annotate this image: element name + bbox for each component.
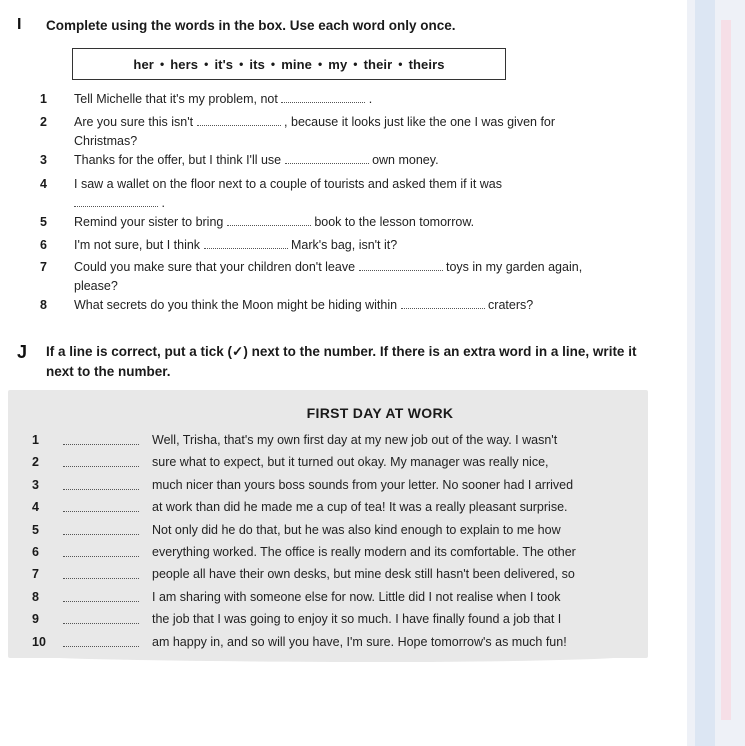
question-number: 2 [40, 115, 47, 129]
answer-blank[interactable] [197, 114, 281, 126]
question-fragment: toys in my garden again, [442, 260, 583, 274]
question-fragment: Are you sure this isn't [74, 115, 197, 129]
answer-blank[interactable] [359, 259, 443, 271]
line-text: Not only did he do that, but he was also kind enough to explain to me how [152, 522, 561, 537]
line-number: 2 [32, 455, 39, 470]
word-separator: • [159, 57, 165, 71]
line-answer-blank[interactable] [63, 431, 139, 445]
answer-blank[interactable] [204, 237, 288, 249]
line-answer-blank[interactable] [63, 543, 139, 557]
question-fragment: I'm not sure, but I think [74, 238, 204, 252]
line-number: 4 [32, 500, 39, 515]
exercise-i-marker: I [17, 16, 22, 33]
line-answer-blank[interactable] [63, 476, 139, 490]
question-number: 6 [40, 238, 47, 252]
line-answer-blank[interactable] [63, 453, 139, 467]
question-fragment: Mark's bag, isn't it? [287, 238, 398, 252]
question-text [74, 151, 634, 169]
question-fragment: own money. [368, 153, 439, 167]
line-text: the job that I was going to enjoy it so much. I have finally found a job that I [152, 612, 562, 627]
line-text: am happy in, and so will you have, I'm sure. Hope tomorrow's as much fun! [152, 634, 567, 649]
line-answer-blank[interactable] [63, 588, 139, 602]
question-fragment: book to the lesson tomorrow. [310, 215, 475, 229]
word-separator: • [353, 57, 358, 71]
word-separator: • [204, 57, 209, 71]
word-box-word: her [133, 56, 154, 72]
line-answer-blank[interactable] [63, 610, 139, 624]
line-answer-blank[interactable] [63, 521, 139, 535]
line-text: much nicer than yours boss sounds from your letter. No sooner had I arrived [152, 477, 574, 492]
word-box-word: hers [170, 56, 199, 72]
line-number: 9 [32, 612, 39, 627]
question-fragment: I saw a wallet on the floor next to a couple of tourists and asked them if it was [74, 177, 503, 191]
question-text [74, 213, 634, 231]
question-text [74, 194, 634, 212]
question-fragment: . [365, 92, 373, 106]
question-fragment: Christmas? [74, 134, 138, 148]
question-text [74, 90, 634, 108]
question-fragment: Thanks for the offer, but I think I'll use [74, 153, 285, 167]
word-box-word: it's [214, 56, 234, 72]
word-box-word: mine [281, 56, 312, 72]
answer-blank[interactable] [227, 214, 311, 226]
word-box [72, 48, 506, 80]
exercise-j-instruction-2: next to the number. [46, 364, 171, 379]
question-number: 3 [40, 153, 47, 167]
question-fragment: Could you make sure that your children don't leave [74, 260, 359, 274]
line-number: 5 [32, 522, 39, 537]
question-text [74, 236, 634, 254]
line-number: 10 [32, 634, 46, 649]
line-number: 6 [32, 545, 39, 559]
exercise-j-instruction-1: If a line is correct, put a tick (✓) next to the number. If there is an extra word in a line, write it [46, 344, 637, 359]
word-box-word: my [328, 56, 348, 72]
question-text [74, 296, 634, 314]
word-separator: • [317, 57, 323, 71]
question-number: 4 [40, 177, 47, 191]
question-number: 1 [40, 92, 47, 106]
question-fragment: What secrets do you think the Moon might be hiding within [74, 298, 401, 312]
line-text: Well, Trisha, that's my own first day at my new job out of the way. I wasn't [152, 433, 558, 447]
line-text: people all have their own desks, but mine desk still hasn't been delivered, so [152, 567, 575, 582]
answer-blank[interactable] [401, 297, 485, 309]
page-edge-blue [695, 0, 715, 746]
question-fragment: please? [74, 279, 118, 293]
line-answer-blank[interactable] [63, 565, 139, 579]
word-box-word: theirs [408, 56, 445, 72]
question-number: 7 [40, 260, 47, 274]
question-fragment: . [158, 196, 165, 210]
line-number: 3 [32, 477, 39, 492]
word-separator: • [239, 57, 244, 71]
line-text: at work than did he made me a cup of tea! It was a really pleasant surprise. [152, 500, 568, 515]
question-fragment: Remind your sister to bring [74, 215, 227, 229]
question-number: 8 [40, 298, 47, 312]
answer-blank[interactable] [74, 195, 158, 207]
answer-blank[interactable] [281, 91, 365, 103]
line-text: sure what to expect, but it turned out okay. My manager was really nice, [152, 455, 549, 470]
question-text [74, 258, 634, 276]
question-text [74, 113, 634, 131]
page-edge-strip [687, 0, 745, 746]
answer-blank[interactable] [285, 152, 369, 164]
exercise-j-marker: J [17, 342, 28, 362]
word-separator: • [270, 57, 276, 71]
question-text [74, 277, 634, 295]
word-box-word: its [249, 56, 265, 72]
question-fragment: craters? [484, 298, 534, 312]
line-number: 1 [32, 433, 39, 447]
line-answer-blank[interactable] [63, 633, 139, 647]
line-number: 7 [32, 567, 39, 582]
line-text: everything worked. The office is really modern and its comfortable. The other [152, 545, 576, 559]
question-number: 5 [40, 215, 47, 229]
question-text [74, 175, 634, 193]
article-title: FIRST DAY AT WORK [306, 405, 454, 421]
line-answer-blank[interactable] [63, 498, 139, 512]
exercise-i-instruction: Complete using the words in the box. Use each word only once. [46, 18, 456, 33]
page-edge-pink [721, 20, 731, 720]
question-fragment: Tell Michelle that it's my problem, not [74, 92, 282, 106]
line-text: I am sharing with someone else for now. Little did I not realise when I took [152, 589, 561, 604]
question-text [74, 132, 634, 150]
line-number: 8 [32, 589, 39, 604]
word-separator: • [398, 57, 403, 71]
word-box-word: their [363, 56, 393, 72]
question-fragment: , because it looks just like the one I was given for [280, 115, 556, 129]
